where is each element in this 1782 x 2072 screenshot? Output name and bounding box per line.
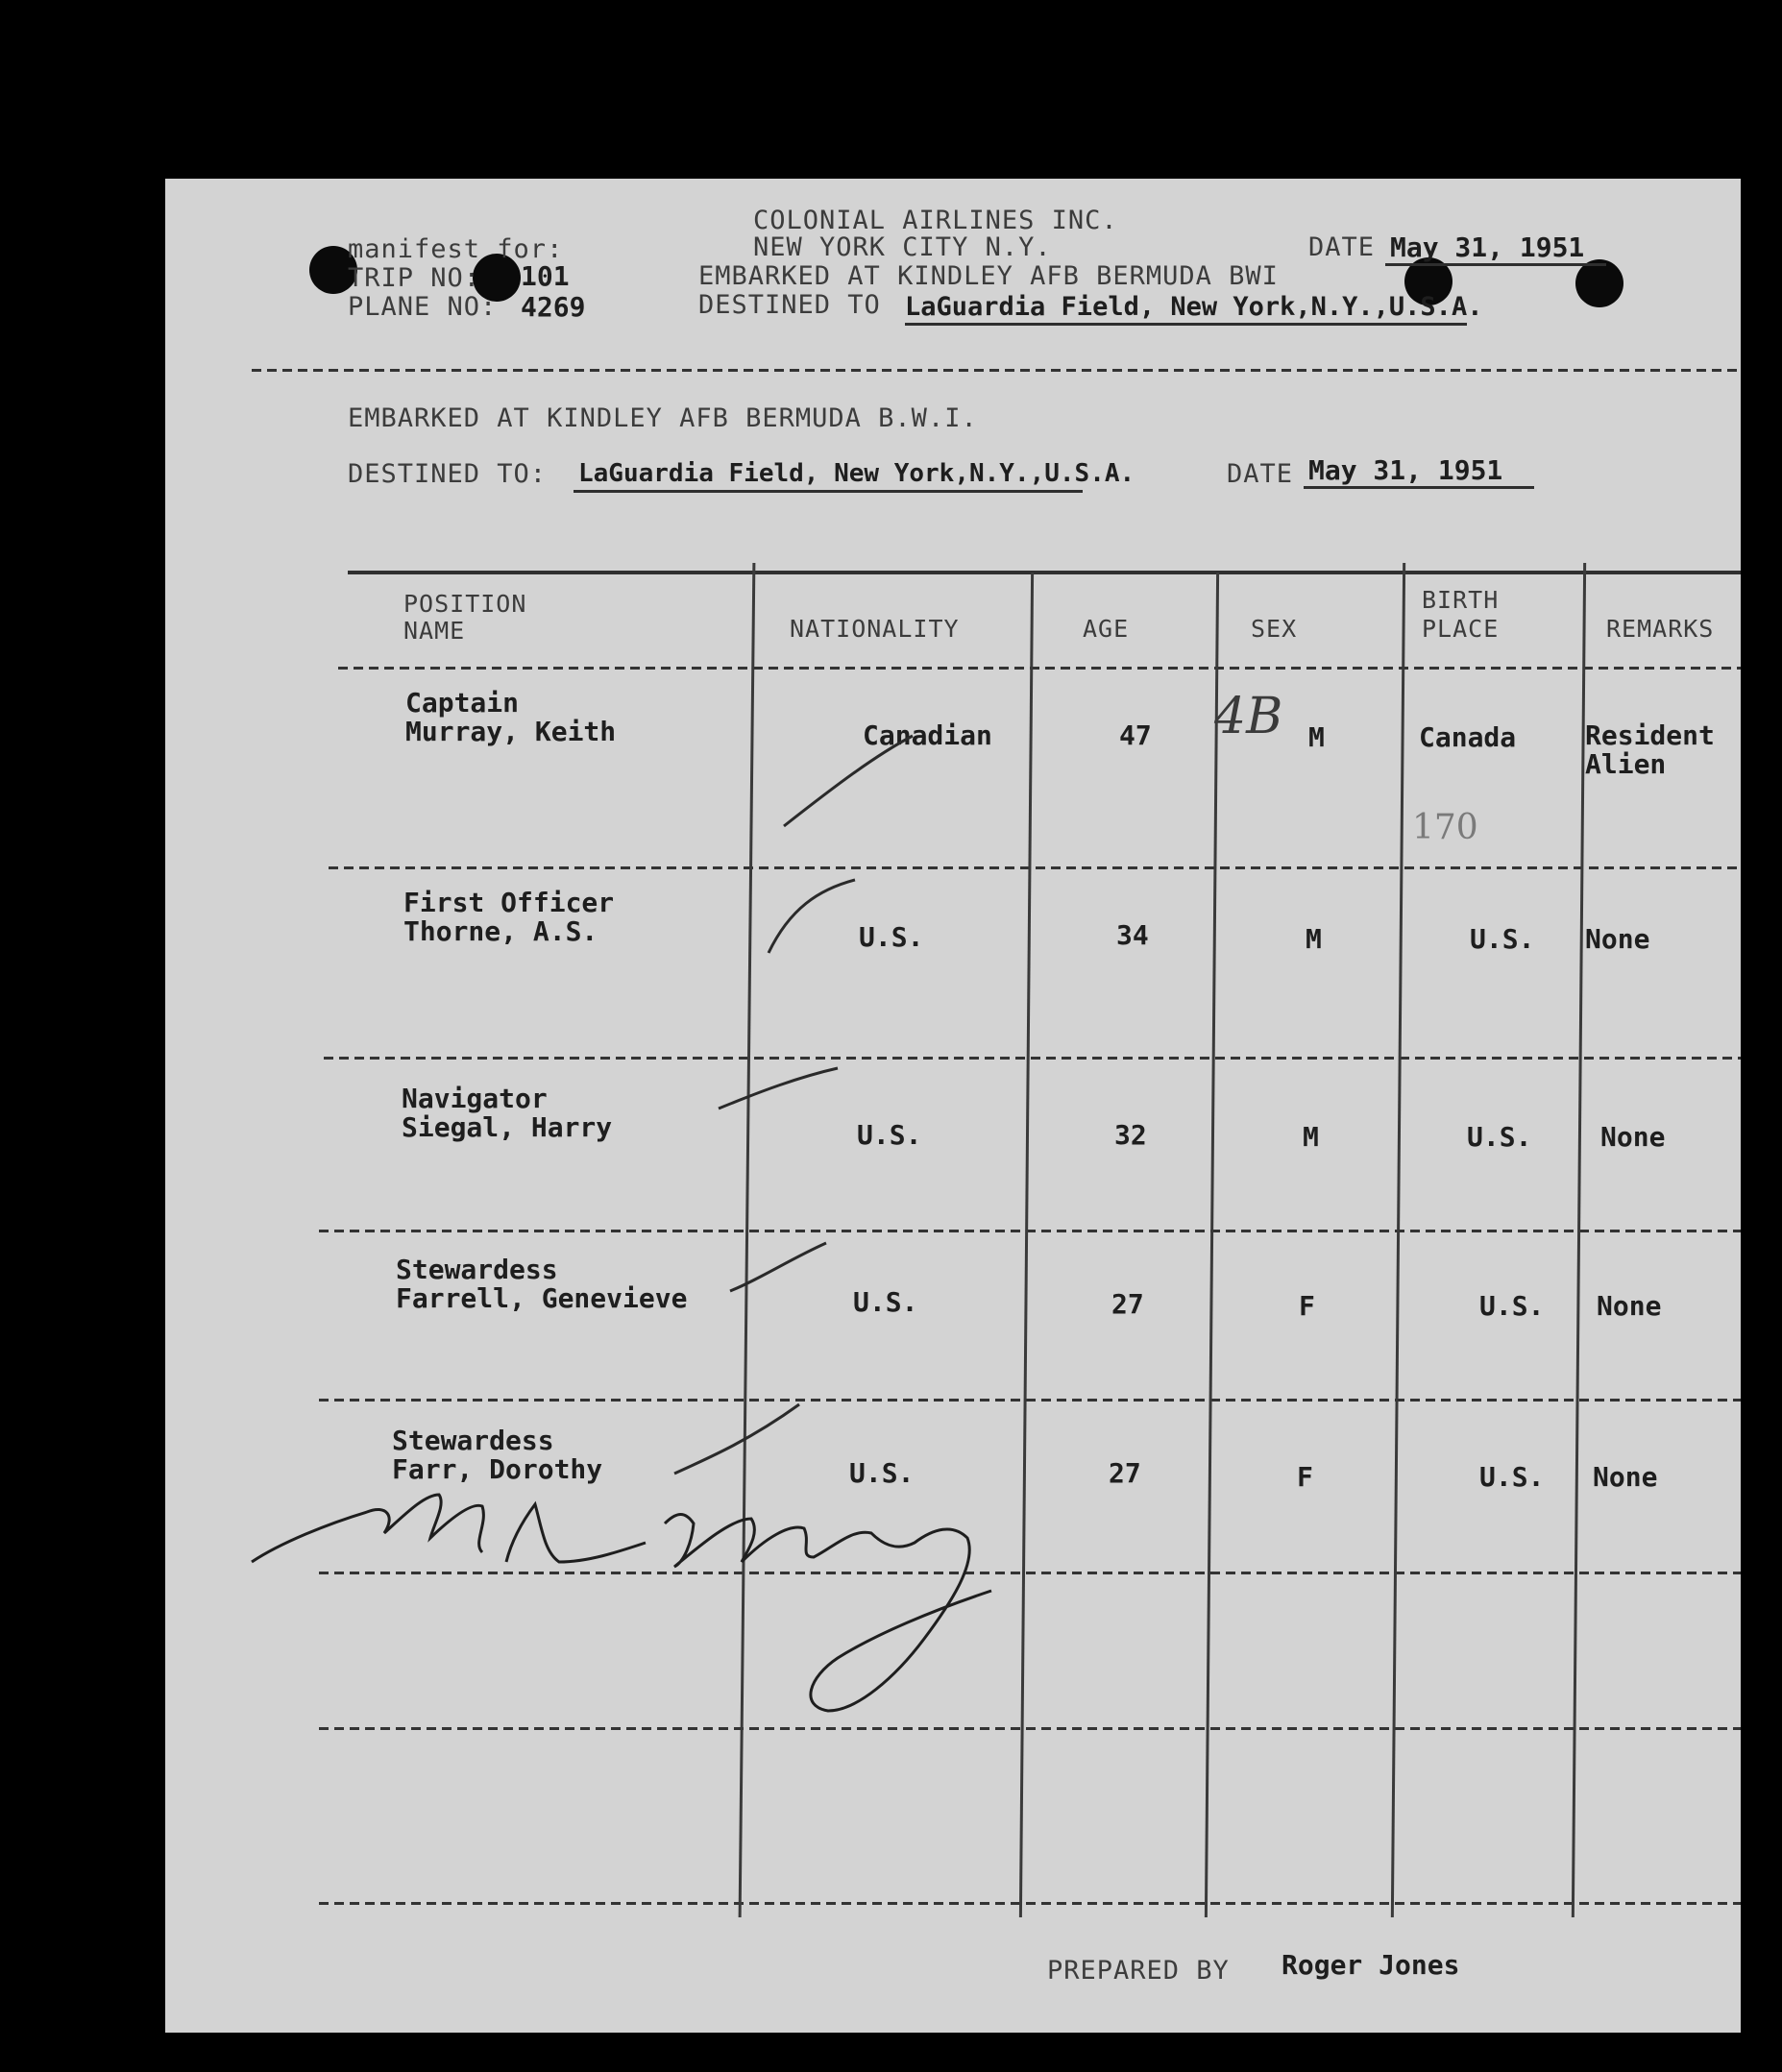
prepared-by-label: PREPARED BY <box>1047 1956 1230 1986</box>
header-birth: BIRTH <box>1422 586 1500 614</box>
plane-label: PLANE NO: <box>348 292 498 322</box>
row3-name: Siegal, Harry <box>402 1111 613 1143</box>
row4-name: Farrell, Genevieve <box>396 1282 688 1314</box>
header-age: AGE <box>1083 615 1130 643</box>
row1-position: Captain <box>405 687 520 719</box>
date-label-top: DATE <box>1308 232 1376 262</box>
row1-age: 47 <box>1119 719 1152 751</box>
row4-position: Stewardess <box>396 1254 558 1285</box>
row3-birth-place: U.S. <box>1467 1121 1532 1153</box>
stamped-number: 170 <box>1412 808 1478 847</box>
check-mark <box>784 736 913 826</box>
date-label: DATE <box>1227 459 1294 489</box>
plane-number: 4269 <box>521 291 586 323</box>
trip-label: TRIP NO: <box>348 263 481 293</box>
header-sex: SEX <box>1251 615 1298 643</box>
check-mark <box>769 880 855 953</box>
row2-birth-place: U.S. <box>1470 923 1535 955</box>
row1-remarks-2: Alien <box>1585 748 1667 780</box>
row4-birth-place: U.S. <box>1479 1290 1545 1322</box>
row3-position: Navigator <box>402 1083 548 1114</box>
row1-nationality: Canadian <box>863 719 992 751</box>
row2-remarks: None <box>1585 923 1650 955</box>
row1-remarks: Resident <box>1585 719 1715 751</box>
manifest-label: manifest for: <box>348 234 564 264</box>
embarked-line: EMBARKED AT KINDLEY AFB BERMUDA B.W.I. <box>348 403 978 433</box>
destined-label-top: DESTINED TO <box>698 290 881 320</box>
row5-nationality: U.S. <box>849 1457 915 1489</box>
row5-position: Stewardess <box>392 1425 554 1456</box>
check-mark <box>730 1243 826 1291</box>
row4-remarks: None <box>1597 1290 1662 1322</box>
row5-age: 27 <box>1109 1457 1141 1489</box>
row2-name: Thorne, A.S. <box>403 915 598 947</box>
destined-label: DESTINED TO: <box>348 459 548 489</box>
row4-age: 27 <box>1111 1288 1144 1320</box>
destination: LaGuardia Field, New York,N.Y.,U.S.A. <box>578 459 1135 488</box>
row2-position: First Officer <box>403 887 615 918</box>
row5-name: Farr, Dorothy <box>392 1453 603 1485</box>
row3-age: 32 <box>1114 1119 1147 1151</box>
check-mark <box>674 1404 799 1474</box>
row5-sex: F <box>1297 1461 1313 1493</box>
signature-stroke <box>252 1495 483 1562</box>
row3-nationality: U.S. <box>857 1119 922 1151</box>
row1-name: Murray, Keith <box>405 716 617 747</box>
header-nationality: NATIONALITY <box>790 615 960 643</box>
row2-sex: M <box>1306 923 1322 955</box>
row1-sex: M <box>1308 721 1325 753</box>
signature-stroke <box>506 1504 646 1562</box>
check-mark <box>719 1068 838 1109</box>
row2-age: 34 <box>1116 919 1149 951</box>
header-name: NAME <box>403 617 466 645</box>
signature-stroke <box>665 1515 991 1711</box>
row5-remarks: None <box>1593 1461 1658 1493</box>
destination-top: LaGuardia Field, New York,N.Y.,U.S.A. <box>905 292 1483 322</box>
row5-birth-place: U.S. <box>1479 1461 1545 1493</box>
prepared-by-name: Roger Jones <box>1282 1949 1460 1981</box>
manifest-page <box>165 179 1741 2033</box>
company-city: NEW YORK CITY N.Y. <box>753 232 1052 262</box>
company-name: COLONIAL AIRLINES INC. <box>753 206 1118 235</box>
handwriting-layer <box>165 179 1741 2033</box>
row1-birth-place: Canada <box>1419 721 1517 753</box>
trip-number: 101 <box>521 260 570 292</box>
signature <box>252 1495 991 1711</box>
row2-nationality: U.S. <box>859 921 924 953</box>
date-top: May 31, 1951 <box>1390 232 1585 263</box>
row3-sex: M <box>1303 1121 1319 1153</box>
date: May 31, 1951 <box>1308 454 1503 486</box>
header-place: PLACE <box>1422 615 1500 643</box>
row3-remarks: None <box>1600 1121 1666 1153</box>
header-position: POSITION <box>403 590 527 618</box>
header-remarks: REMARKS <box>1606 615 1715 643</box>
row4-sex: F <box>1299 1290 1315 1322</box>
row4-nationality: U.S. <box>853 1286 918 1318</box>
embarked-line-top: EMBARKED AT KINDLEY AFB BERMUDA BWI <box>698 261 1279 291</box>
handwritten-sex-note: 4B <box>1214 688 1283 745</box>
